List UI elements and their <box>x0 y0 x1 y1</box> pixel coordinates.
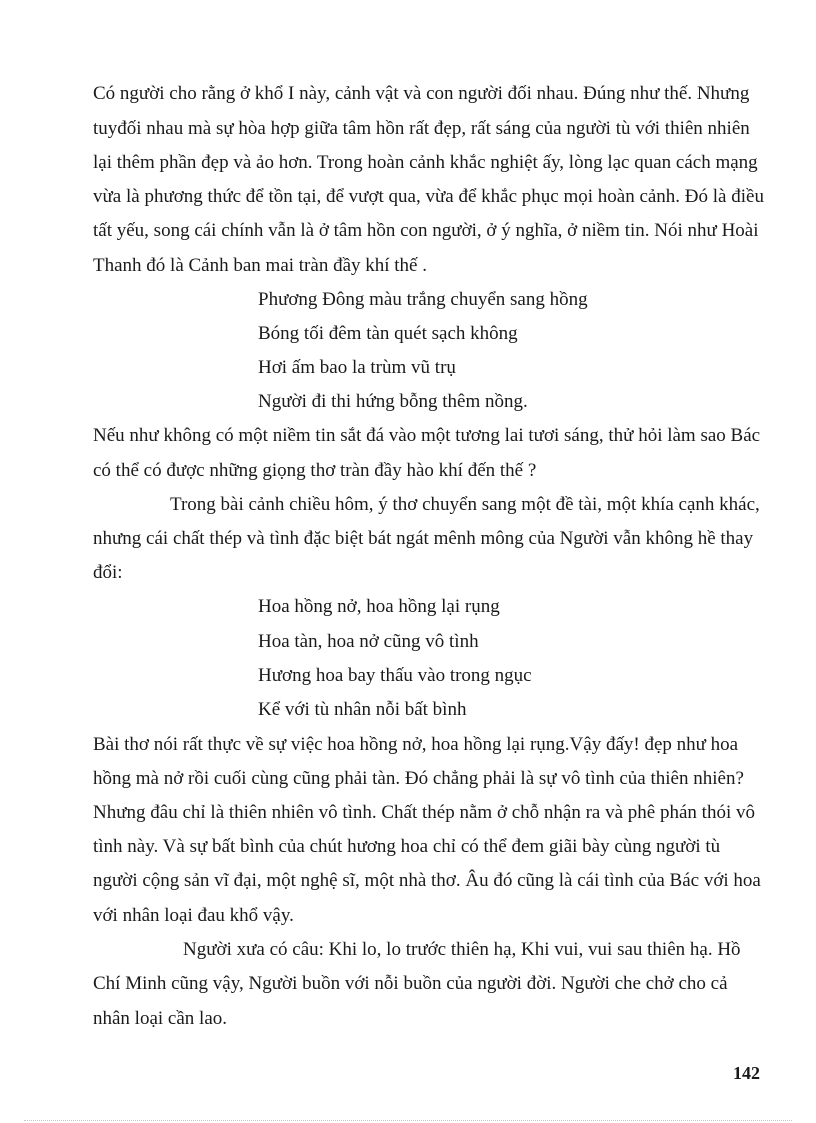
text-line: với nhân loại đau khổ vậy. <box>93 905 294 926</box>
page-number: 142 <box>733 1063 760 1083</box>
poem-line: Bóng tối đêm tàn quét sạch không <box>258 323 518 344</box>
text-line: Người xưa có câu: Khi lo, lo trước thiên hạ, Khi vui, vui sau thiên hạ. Hồ <box>183 939 741 960</box>
text-line: tuyđối nhau mà sự hòa hợp giữa tâm hồn rất đẹp, rất sáng của người tù với thiên nhiên <box>93 118 750 139</box>
text-line: Nhưng đâu chỉ là thiên nhiên vô tình. Chất thép nằm ở chỗ nhận ra và phê phán thói vô <box>93 802 755 823</box>
text-line: Bài thơ nói rất thực về sự việc hoa hồng nở, hoa hồng lại rụng.Vậy đấy! đẹp như hoa <box>93 734 739 755</box>
poem-line: Phương Đông màu trắng chuyển sang hồng <box>258 289 588 310</box>
poem-line: Hương hoa bay thấu vào trong ngục <box>258 665 532 686</box>
text-line: Trong bài cảnh chiều hôm, ý thơ chuyển sang một đề tài, một khía cạnh khác, <box>170 494 760 515</box>
text-line: vừa là phương thức để tồn tại, để vượt qua, vừa để khắc phục mọi hoàn cảnh. Đó là điều <box>93 186 764 207</box>
poem-line: Người đi thi hứng bỗng thêm nồng. <box>258 391 528 412</box>
poem-line: Hoa hồng nở, hoa hồng lại rụng <box>258 596 500 617</box>
text-line: Nếu như không có một niềm tin sắt đá vào một tương lai tươi sáng, thử hỏi làm sao Bác <box>93 425 761 446</box>
text-line: hồng mà nở rồi cuối cùng cũng phải tàn. Đó chẳng phải là sự vô tình của thiên nhiên? <box>93 768 744 789</box>
poem-line: Hoa tàn, hoa nở cũng vô tình <box>258 631 479 652</box>
text-line: Chí Minh cũng vậy, Người buồn với nỗi buồn của người đời. Người che chở cho cả <box>93 973 728 994</box>
text-line: có thể có được những giọng thơ tràn đầy hào khí đến thế ? <box>93 460 537 481</box>
text-line: lại thêm phần đẹp và ảo hơn. Trong hoàn cảnh khắc nghiệt ấy, lòng lạc quan cách mạng <box>93 152 758 173</box>
page-bottom-divider <box>24 1120 792 1121</box>
poem-line: Hơi ấm bao la trùm vũ trụ <box>258 357 456 378</box>
text-line: nhân loại cần lao. <box>93 1008 228 1029</box>
text-line: Thanh đó là Cảnh ban mai tràn đầy khí thế . <box>93 255 427 276</box>
text-line: Có người cho rằng ở khổ I này, cảnh vật và con người đối nhau. Đúng như thế. Nhưng <box>93 83 750 104</box>
poem-line: Kể với tù nhân nỗi bất bình <box>258 699 467 720</box>
text-line: đổi: <box>93 562 123 583</box>
text-line: người cộng sản vĩ đại, một nghệ sĩ, một nhà thơ. Âu đó cũng là cái tình của Bác với hoa <box>93 870 761 891</box>
text-line: nhưng cái chất thép và tình đặc biệt bát ngát mênh mông của Người vẫn không hề thay <box>93 528 754 549</box>
text-line: tình này. Và sự bất bình của chút hương hoa chỉ có thể đem giãi bày cùng người tù <box>93 836 721 857</box>
text-line: tất yếu, song cái chính vẫn là ở tâm hồn con người, ở ý nghĩa, ở niềm tin. Nói như Hoài <box>93 220 759 241</box>
